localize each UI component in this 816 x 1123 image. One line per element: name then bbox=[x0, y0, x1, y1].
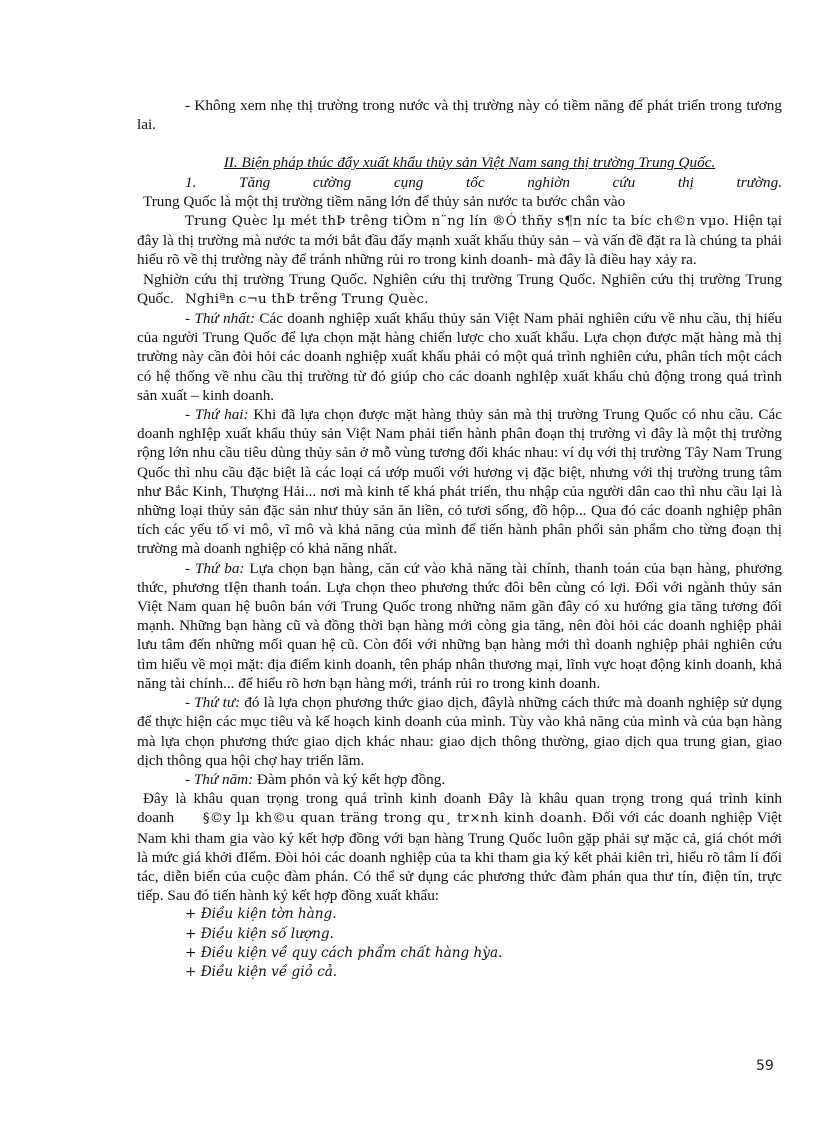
point-text: Các doanh nghiệp xuất khẩu thủy sản Việt Nam phải nghiên cứu về nhu cầu, thị hiếu của người Trung Quốc để lựa chọn mặt hàng chiến lược cho xuất khẩu. Lựa chọn được mặt hàng mà thị trường này cần đòi hỏi các doanh nghiệp xuất khẩu phải có một quá trình nghiên cứu, phân tích một cách có hệ thống về nhu cầu thị trường từ đó giúp cho các doanh nghIệp xuất khẩu chủ động trong quá trình sản xuất – kinh doanh. bbox=[137, 310, 783, 404]
closing-paragraph bbox=[137, 789, 782, 905]
point-fifth: - Thứ năm: Đàm phỏn và ký kết hợp đồng. bbox=[185, 770, 446, 788]
condition-item: + Điều kiện về giỏ cả. bbox=[185, 963, 338, 980]
spacer bbox=[137, 134, 782, 153]
point-text: đó là lựa chọn phương thức giao dịch, đâylà những cách thức mà doanh nghiệp sử dụng để thực hiện các mục tiêu và kế hoạch kinh doanh của mình. Tùy vào khả năng của mình và của bạn hàng mà lựa chọn phương thức giao dịch khác nhau: giao dịch thông thường, giao dịch qua trung gian, giao dịch thông qua hội chợ hay triển lãm. bbox=[137, 694, 783, 769]
condition-item: + Điều kiện tờn hàng. bbox=[185, 906, 337, 923]
garbled-closing-text: §©y lµ kh©u quan träng trong qu¸ tr×nh kinh doanh. bbox=[202, 811, 588, 827]
point-label: Thứ tư: bbox=[194, 694, 241, 712]
condition-item: + Điều kiện số lượng. bbox=[185, 925, 334, 942]
point-label: Thứ năm: bbox=[193, 770, 254, 788]
paragraph-market bbox=[137, 211, 782, 270]
repeated-research-line bbox=[137, 270, 782, 309]
section-heading: II. Biện pháp thúc đẩy xuất khẩu thủy sản Việt Nam sang thị trường Trung Quốc. bbox=[223, 154, 716, 172]
point-first: - Thứ nhất: Các doanh nghiệp xuất khẩu thủy sản Việt Nam phải nghiên cứu về nhu cầu, thị hiếu của người Trung Quốc để lựa chọn mặt hàng chiến lược cho xuất khẩu. Lựa chọn được mặt hàng mà thị trường này cần đòi hỏi các doanh nghiệp xuất khẩu phải có một quá trình nghiên cứu, phân tích một cách có hệ thống về nhu cầu thị trường từ đó giúp cho các doanh nghIệp xuất khẩu chủ động trong quá trình sản xuất – kinh doanh. bbox=[137, 310, 783, 404]
page-number: 59 bbox=[756, 1058, 774, 1074]
paragraph-market-text: Hiện tại đây là thị trường mà nước ta mới bắt đầu đẩy mạnh xuất khẩu thủy sản – và vấn đề đặt ra là chúng ta phải hiểu rõ về thị trường này để tránh những rủi ro trong kinh doanh- mà đây là điều hay xảy ra. bbox=[137, 212, 783, 269]
subsection-heading: 1. Tăng cường cụng tốc nghiờn cứu thị trường. bbox=[185, 173, 782, 191]
garbled-repeated-text: Nghiªn c¬u thÞ trêng Trung Quèc. bbox=[185, 291, 429, 307]
repeated-text: Nghiờn cứu thị trường Trung Quốc. Nghiên cứu thị trường Trung Quốc. Nghiên cứu thị trường Trung Quốc. bbox=[137, 270, 782, 307]
conditions-list bbox=[137, 905, 782, 982]
point-fourth: - Thứ tư: đó là lựa chọn phương thức giao dịch, đâylà những cách thức mà doanh nghiệp sử dụng để thực hiện các mục tiêu và kế hoạch kinh doanh của mình. Tùy vào khả năng của mình và của bạn hàng mà lựa chọn phương thức giao dịch khác nhau: giao dịch thông thường, giao dịch qua trung gian, giao dịch thông qua hội chợ hay triển lãm. bbox=[137, 694, 783, 769]
closing-text-1: Đây là khâu quan trọng trong quá trình kinh doanh Đây là khâu quan trọng trong quá trình kinh doanh bbox=[137, 790, 782, 827]
point-second: - Thứ hai: Khi đã lựa chọn được mặt hàng thủy sản mà thị trường Trung Quốc có nhu cầu. Các doanh nghIệp xuất khẩu thủy sản Việt Nam phải tiến hành phân đoạn thị trường vì đây là một thị trường rộng lớn nhu cầu tiêu dùng thủy sản ở mỗ vùng tương đối khác nhau: ví dụ với thị trường Tây Nam Trung Quốc thì nhu cầu đặc biệt là các loại cá ướp muối với hương vị đặc biệt, nhưng với thị trường trung tâm như Bắc Kinh, Thượng Hải... nơi mà kinh tế khá phát triển, thu nhập của người dân cao thì nhu cầu lại là những loại thủy sản đặc sản như thủy sản ăn liền, cỏ tươi sống, đồ hộp... Qua đó các doanh nghiệp phân tích các yếu tố vi mô, vĩ mô và khả năng của mình để tiến hành phân phối sản phẩm cho từng đoạn thị trường mà doanh nghiệp có khả năng nhất. bbox=[137, 406, 783, 558]
intro-paragraph: - Không xem nhẹ thị trường trong nước và thị trường này có tiềm năng để phát triển trong tương lai. bbox=[137, 97, 782, 134]
point-third: - Thứ ba: Lựa chọn bạn hàng, căn cứ vào khả năng tài chính, thanh toán của bạn hàng, phương thức, phương tIện thanh toán. Lựa chọn theo phương thức đôi bên cùng có lợi. Đối với ngành thủy sản Việt Nam quan hệ buôn bán với Trung Quốc trong những năm gần đây có xu hướng gia tăng tương đối mạnh. Những bạn hàng cũ và đồng thời bạn hàng mới còng gia tăng, nên đòi hỏi các doanh nghiệp phải lưu tâm đến những mối quan hệ cũ. Còn đối với những bạn hàng mới thì doanh nghiệp phải nghiên cứu tìm hiểu về mọi mặt: địa điểm kinh doanh, tên pháp nhân thương mại, lĩnh vực hoạt động kinh doanh, khả năng tài chính... để hiểu rõ hơn bạn hàng mới, tránh rủi ro trong kinh doanh. bbox=[137, 559, 782, 692]
point-label: Thứ ba: bbox=[194, 559, 245, 577]
condition-item: + Điều kiện về quy cách phẩm chất hàng hỳa. bbox=[185, 944, 503, 961]
document-page bbox=[137, 96, 782, 982]
point-label: Thứ hai: bbox=[194, 406, 249, 424]
closing-text-2: Đối với các doanh nghiệp Việt Nam khi tham gia vào ký kết hợp đồng với bạn hàng Trung Quốc luôn gặp phải sự mặc cả, giá chót mới là mức giá khởi đIểm. Đòi hỏi các doanh nghiệp của ta khi tham gia ký kết phải kiên trì, hiểu rõ tâm lí đối tác, diễn biến của cuộc đàm phán. Có thể sử dụng các phương thức đàm phán qua thư tín, điện tín, trực tiếp. Sau đó tiến hành ký kết hợp đồng xuất khẩu: bbox=[137, 809, 783, 905]
point-label: Thứ nhất: bbox=[194, 310, 256, 328]
point-text: Đàm phỏn và ký kết hợp đồng. bbox=[253, 770, 446, 788]
paragraph-market-line: Trung Quốc là một thị trường tiềm năng lớn để thủy sản nước ta bước chân vào bbox=[143, 192, 626, 210]
point-text: Khi đã lựa chọn được mặt hàng thủy sản mà thị trường Trung Quốc có nhu cầu. Các doanh nghIệp xuất khẩu thủy sản Việt Nam phải tiến hành phân đoạn thị trường vì đây là một thị trường rộng lớn nhu cầu tiêu dùng thủy sản ở mỗ vùng tương đối khác nhau: ví dụ với thị trường Tây Nam Trung Quốc thì nhu cầu đặc biệt là các loại cá ướp muối với hương vị đặc biệt, nhưng với thị trường trung tâm như Bắc Kinh, Thượng Hải... nơi mà kinh tế khá phát triển, thu nhập của người dân cao thì nhu cầu lại là những loại thủy sản đặc sản như thủy sản ăn liền, cỏ tươi sống, đồ hộp... Qua đó các doanh nghiệp phân tích các yếu tố vi mô, vĩ mô và khả năng của mình để tiến hành phân phối sản phẩm cho từng đoạn thị trường mà doanh nghiệp có khả năng nhất. bbox=[137, 406, 783, 558]
point-text: Lựa chọn bạn hàng, căn cứ vào khả năng tài chính, thanh toán của bạn hàng, phương thức, phương tIện thanh toán. Lựa chọn theo phương thức đôi bên cùng có lợi. Đối với ngành thủy sản Việt Nam quan hệ buôn bán với Trung Quốc trong những năm gần đây có xu hướng gia tăng tương đối mạnh. Những bạn hàng cũ và đồng thời bạn hàng mới còng gia tăng, nên đòi hỏi các doanh nghiệp phải lưu tâm đến những mối quan hệ cũ. Còn đối với những bạn hàng mới thì doanh nghiệp phải nghiên cứu tìm hiểu về mọi mặt: địa điểm kinh doanh, tên pháp nhân thương mại, lĩnh vực hoạt động kinh doanh, khả năng tài chính... để hiểu rõ hơn bạn hàng mới, tránh rủi ro trong kinh doanh. bbox=[137, 559, 782, 692]
garbled-text: Trung Quèc lµ mét thÞ trêng tiÒm n¨ng lín ®Ó thñy s¶n níc ta bíc ch©n vµo. bbox=[185, 214, 730, 230]
